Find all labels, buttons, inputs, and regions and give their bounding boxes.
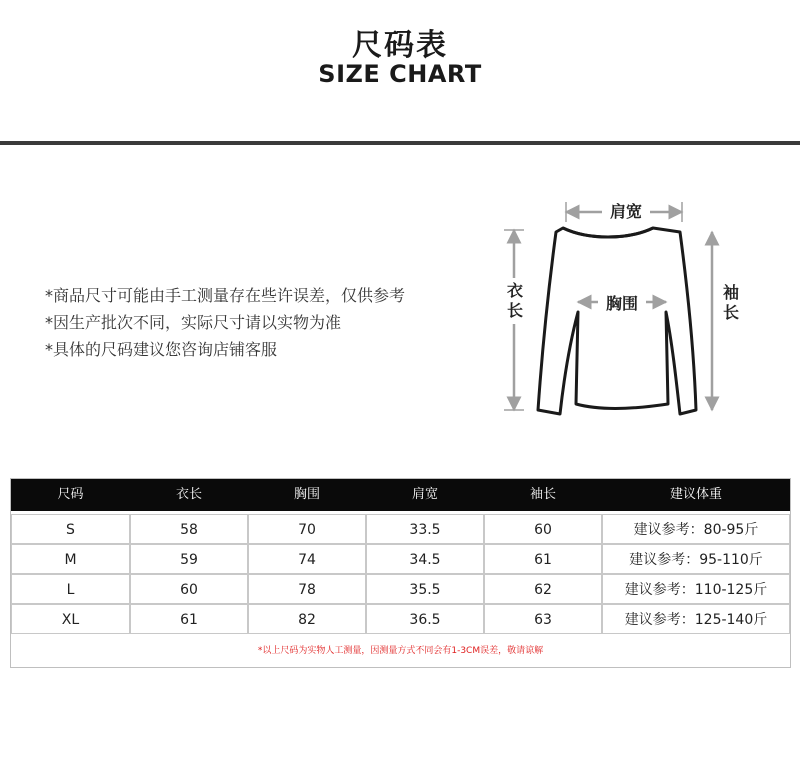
shirt-outline: [538, 228, 696, 414]
header-size: 尺码: [57, 487, 84, 502]
table-cell: 建议参考：125-140斤: [602, 604, 790, 634]
sleeve-label-1: 袖: [722, 283, 740, 302]
length-label-1: 衣: [506, 281, 524, 300]
length-label-2: 长: [506, 301, 524, 320]
table-footnote: *以上尺码为实物人工测量，因测量方式不同会有1-3CM误差，敬请谅解: [257, 646, 544, 656]
table-cell: 60: [484, 514, 602, 544]
shoulder-label: 肩宽: [609, 202, 643, 221]
table-cell: 70: [248, 514, 366, 544]
notes: [45, 282, 405, 363]
table-cell: 35.5: [366, 574, 484, 604]
table-cell: 58: [130, 514, 248, 544]
table-cell: 74: [248, 544, 366, 574]
table-cell: 82: [248, 604, 366, 634]
table-cell: S: [11, 514, 130, 544]
note-line: *商品尺寸可能由手工测量存在些许误差，仅供参考: [45, 286, 406, 305]
header-sleeve: 袖长: [529, 487, 556, 502]
table-cell: 61: [130, 604, 248, 634]
divider: [0, 141, 800, 145]
sleeve-label-2: 长: [722, 303, 740, 322]
header-length: 衣长: [175, 487, 202, 502]
table-cell: M: [11, 544, 130, 574]
table-cell: 63: [484, 604, 602, 634]
chest-label: 胸围: [605, 294, 639, 313]
table-cell: XL: [11, 604, 130, 634]
header-weight: 建议体重: [669, 487, 722, 502]
size-table: [10, 478, 791, 668]
table-cell: 60: [130, 574, 248, 604]
table-cell: 62: [484, 574, 602, 604]
table-cell: L: [11, 574, 130, 604]
header-chest: 胸围: [293, 487, 320, 502]
table-cell: 建议参考：110-125斤: [602, 574, 790, 604]
table-cell: 78: [248, 574, 366, 604]
table-cell: 34.5: [366, 544, 484, 574]
table-cell: 36.5: [366, 604, 484, 634]
table-cell: 建议参考：80-95斤: [602, 514, 790, 544]
table-cell: 建议参考：95-110斤: [602, 544, 790, 574]
table-cell: 61: [484, 544, 602, 574]
page-subtitle: SIZE CHART: [318, 60, 482, 88]
table-header: [11, 479, 790, 511]
table-cell: 33.5: [366, 514, 484, 544]
table-cell: 59: [130, 544, 248, 574]
note-line: *具体的尺码建议您咨询店铺客服: [45, 340, 278, 359]
header-shoulder: 肩宽: [411, 487, 438, 502]
shirt-illustration: [498, 192, 748, 422]
note-line: *因生产批次不同，实际尺寸请以实物为准: [45, 313, 342, 332]
garment-diagram: [498, 192, 748, 422]
page-title: 尺码表: [352, 28, 448, 63]
